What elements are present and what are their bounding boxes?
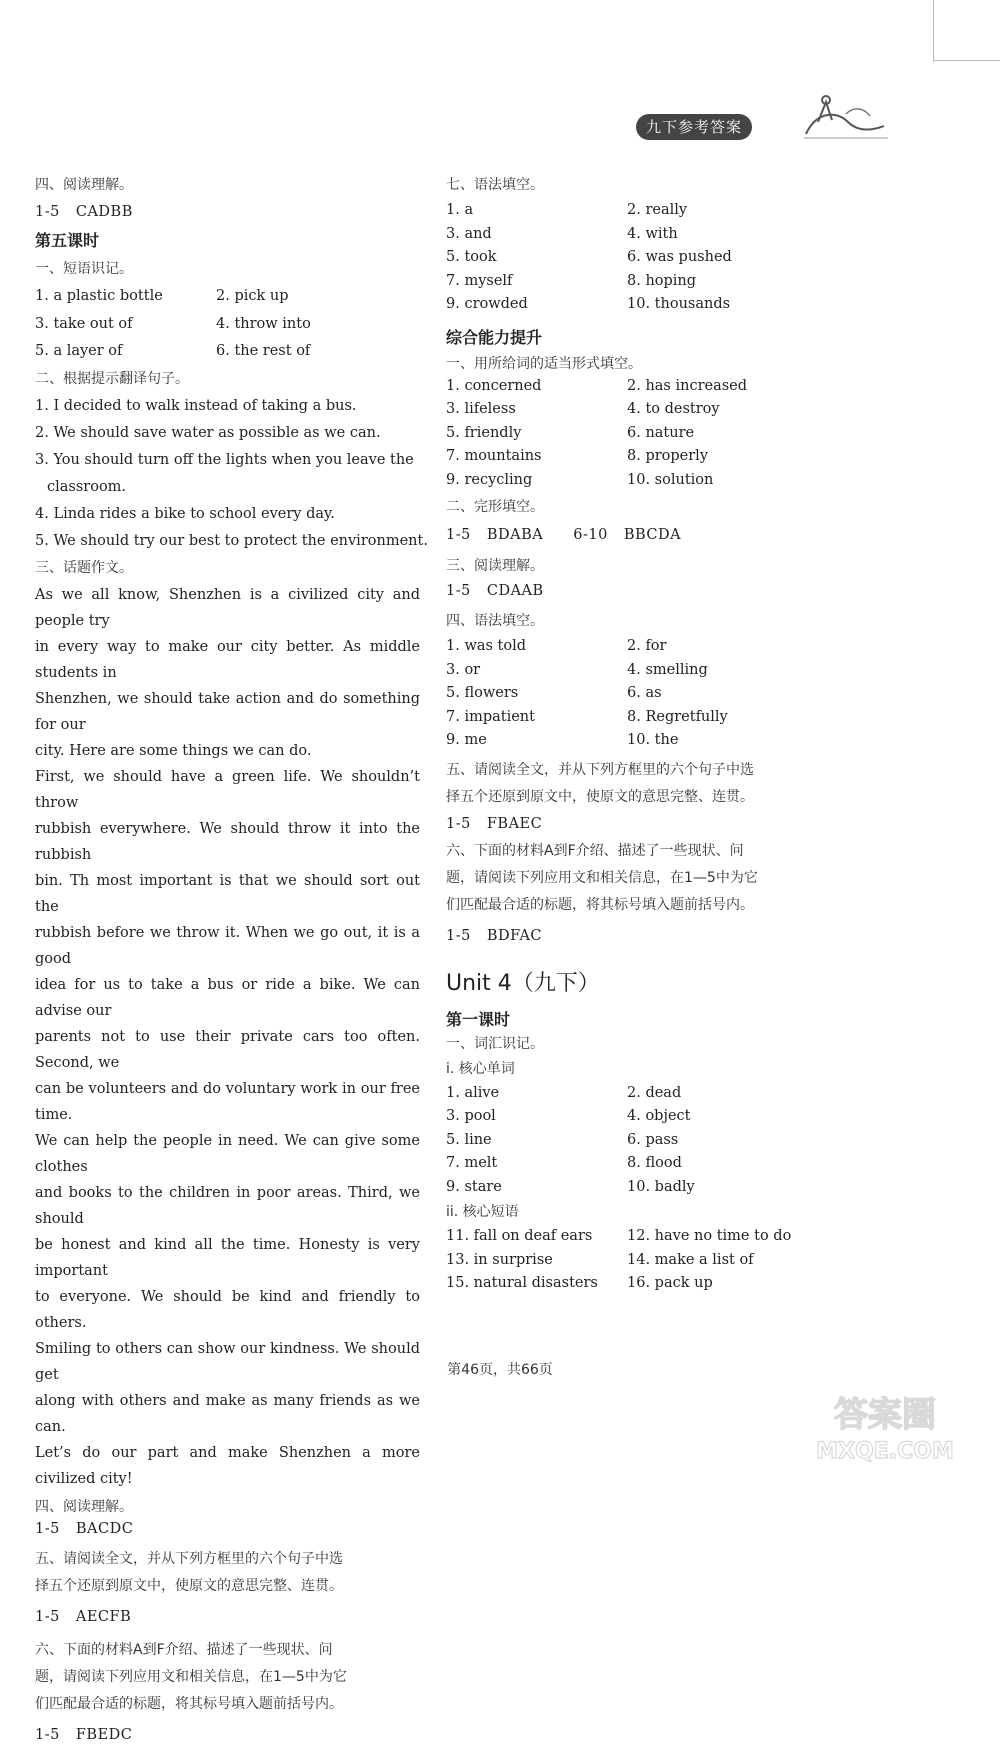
answer-line (35, 1518, 420, 1540)
answer-label: 1-5 (446, 927, 471, 944)
answer-value: AECFB (75, 1608, 132, 1625)
section-heading: 择五个还原到原文中，使原文的意思完整、连贯。 (446, 788, 754, 805)
list-item: 12. have no time to do (627, 1228, 792, 1244)
list-item: 2. has increased (627, 377, 748, 394)
essay-line: city. Here are some things we can do. (35, 742, 312, 759)
list-item: 1. a (446, 202, 474, 218)
essay-line: be honest and kind all the time. Honesty is very important (35, 1236, 420, 1279)
section-heading: 二、根据提示翻译句子。 (35, 370, 189, 387)
list-item: 4. throw into (216, 315, 311, 332)
section-heading: 六、下面的材料A到F介绍、描述了一些现状、问 (446, 842, 744, 859)
lesson-title: 第一课时 (446, 1009, 511, 1029)
answer-label: 1-5 (446, 527, 471, 543)
essay-line: We can help the people in need. We can give some clothes (35, 1132, 420, 1175)
mascot-logo-icon (796, 92, 896, 144)
list-item: 7. mountains (446, 448, 542, 464)
watermark-bottom-text: MXQE.COM (816, 1439, 954, 1464)
list-item: 14. make a list of (627, 1251, 754, 1268)
list-item: 3. You should turn off the lights when you leave the (35, 451, 414, 468)
section-heading: 一、用所给词的适当形式填空。 (446, 355, 642, 372)
essay-line: along with others and make as many friends as we can. (35, 1392, 420, 1435)
list-item: 9. recycling (446, 471, 533, 488)
essay-line: bin. Th most important is that we should sort out the (35, 872, 420, 915)
answer-label: 1-5 (35, 204, 60, 220)
list-item: 6. the rest of (216, 343, 311, 359)
answer-label: 1-5 (35, 1726, 60, 1743)
answer-value: BACDC (75, 1520, 134, 1537)
list-item: 4. object (627, 1108, 691, 1124)
list-item: 9. me (446, 732, 487, 748)
answer-label: 6-10 (573, 527, 608, 543)
list-item: 6. was pushed (627, 249, 732, 265)
section-heading: 四、阅读理解。 (35, 177, 133, 193)
list-item: 2. pick up (216, 288, 289, 304)
answer-line (446, 811, 831, 838)
list-item: 2. really (627, 202, 688, 218)
left-column (35, 172, 428, 1749)
list-item: 10. solution (627, 471, 714, 488)
list-item: 1. I decided to walk instead of taking a bus. (35, 397, 357, 414)
essay-line: Shenzhen, we should take action and do something for our (35, 690, 420, 733)
list-item: 4. Linda rides a bike to school every day. (35, 505, 335, 522)
answer-line (446, 580, 831, 602)
list-item: 6. nature (627, 424, 695, 441)
list-item: 10. thousands (627, 296, 731, 312)
essay-line: rubbish everywhere. We should throw it into the rubbish (35, 820, 420, 863)
list-item: 5. took (446, 249, 497, 265)
list-item: 8. hoping (627, 272, 697, 289)
section-heading: 们匹配最合适的标题，将其标号填入题前括号内。 (446, 896, 754, 913)
list-item: 2. dead (627, 1084, 682, 1101)
section-heading: 择五个还原到原文中，使原文的意思完整、连贯。 (35, 1577, 343, 1594)
list-item: 9. crowded (446, 296, 528, 312)
answer-grid (446, 635, 831, 753)
section-heading: 们匹配最合适的标题，将其标号填入题前括号内。 (35, 1695, 343, 1712)
answer-line (35, 199, 420, 226)
list-item: 1. was told (446, 638, 527, 654)
list-item: 3. take out of (35, 315, 133, 332)
list-item: 1. a plastic bottle (35, 288, 163, 304)
header-badge: 九下参考答案 (636, 114, 752, 140)
section-heading: 题，请阅读下列应用文和相关信息，在1—5中为它 (35, 1668, 347, 1685)
list-item: 7. impatient (446, 708, 535, 725)
answer-grid (446, 1225, 831, 1296)
list-item: 13. in surprise (446, 1251, 553, 1268)
list-item: 3. and (446, 225, 492, 242)
list-item: 10. the (627, 732, 679, 748)
section-heading: 一、短语识记。 (35, 261, 133, 277)
list-item: 5. friendly (446, 424, 522, 441)
essay-line: First, we should have a green life. We shouldn’t throw (35, 768, 420, 811)
section-heading: 二、完形填空。 (446, 499, 544, 515)
right-column (446, 172, 831, 1296)
answer-line (35, 1722, 420, 1749)
list-item: 8. properly (627, 448, 709, 464)
answer-label: 1-5 (35, 1520, 60, 1537)
list-item: 4. with (627, 225, 678, 242)
answer-value: FBAEC (486, 815, 543, 832)
answer-value: FBEDC (75, 1726, 133, 1743)
essay-line: can be volunteers and do voluntary work in our free time. (35, 1080, 420, 1123)
essay-line: parents not to use their private cars too often. Second, we (35, 1028, 420, 1071)
answer-label: 1-5 (446, 815, 471, 832)
answer-value: BBCDA (623, 527, 682, 543)
crop-mark-vertical (933, 0, 934, 62)
answer-value: CDAAB (486, 583, 544, 599)
list-item: 10. badly (627, 1178, 695, 1195)
section-heading: 四、语法填空。 (446, 613, 544, 629)
subsection-heading: ii. 核心短语 (446, 1204, 519, 1220)
list-item: 4. smelling (627, 661, 708, 678)
list-item: 11. fall on deaf ears (446, 1228, 593, 1244)
list-item: 9. stare (446, 1178, 502, 1195)
list-item: 2. We should save water as possible as we can. (35, 424, 381, 441)
section-heading: 四、阅读理解。 (35, 1498, 133, 1515)
lesson-title: 第五课时 (35, 231, 100, 250)
list-item: 8. flood (627, 1155, 682, 1171)
essay-line: rubbish before we throw it. When we go out, it is a good (35, 924, 420, 967)
answer-line (446, 522, 831, 549)
answer-value: BDABA (486, 527, 544, 543)
list-item: 1. alive (446, 1084, 500, 1101)
list-item: 3. or (446, 661, 481, 678)
list-item: 4. to destroy (627, 401, 720, 417)
essay-line: Let’s do our part and make Shenzhen a more civilized city! (35, 1444, 420, 1487)
essay-line: idea for us to take a bus or ride a bike. We can advise our (35, 976, 420, 1019)
essay-line: Smiling to others can show our kindness. We should get (35, 1340, 420, 1383)
list-item: 3. pool (446, 1108, 496, 1124)
crop-mark-horizontal (933, 60, 1000, 61)
section-heading: 题，请阅读下列应用文和相关信息，在1—5中为它 (446, 869, 758, 886)
section-heading: 一、词汇识记。 (446, 1035, 544, 1052)
list-item: classroom. (47, 478, 127, 495)
section-heading: 三、阅读理解。 (446, 558, 544, 574)
list-item: 16. pack up (627, 1275, 713, 1291)
phrase-list (35, 283, 420, 366)
answer-grid (446, 375, 831, 493)
watermark-logo-icon (800, 1386, 970, 1466)
list-item: 7. myself (446, 272, 513, 289)
answer-grid (446, 1082, 831, 1200)
essay-line: in every way to make our city better. As middle students in (35, 638, 420, 681)
list-item: 8. Regretfully (627, 708, 728, 725)
answer-value: BDFAC (486, 927, 543, 944)
section-heading: 七、语法填空。 (446, 177, 544, 193)
essay-line: and books to the children in poor areas. Third, we should (35, 1184, 420, 1227)
answer-label: 1-5 (35, 1608, 60, 1625)
list-item: 6. as (627, 685, 662, 701)
section-title: 综合能力提升 (446, 327, 543, 347)
page-footer: 第46页，共66页 (447, 1362, 553, 1378)
list-item: 15. natural disasters (446, 1275, 598, 1291)
essay (35, 582, 420, 1492)
section-heading: 六、下面的材料A到F介绍、描述了一些现状、问 (35, 1641, 333, 1658)
subsection-heading: i. 核心单词 (446, 1060, 515, 1077)
list-item: 6. pass (627, 1131, 679, 1148)
answer-label: 1-5 (446, 583, 471, 599)
answer-line (446, 923, 831, 950)
answer-grid (446, 199, 831, 317)
answer-line (35, 1604, 420, 1631)
list-item: 7. melt (446, 1155, 498, 1171)
list-item: 5. a layer of (35, 343, 123, 359)
answer-value: CADBB (75, 204, 133, 220)
unit-title: Unit 4（九下） (446, 970, 600, 996)
essay-line: As we all know, Shenzhen is a civilized city and people try (35, 586, 420, 629)
list-item: 1. concerned (446, 377, 542, 394)
section-heading: 五、请阅读全文，并从下列方框里的六个句子中选 (446, 761, 754, 778)
list-item: 2. for (627, 638, 667, 654)
essay-line: to everyone. We should be kind and friendly to others. (35, 1288, 420, 1331)
section-heading: 三、话题作文。 (35, 559, 133, 576)
list-item: 5. line (446, 1131, 492, 1148)
watermark-top-text: 答案圈 (834, 1395, 936, 1435)
list-item: 3. lifeless (446, 401, 516, 417)
list-item: 5. flowers (446, 685, 519, 701)
section-heading: 五、请阅读全文，并从下列方框里的六个句子中选 (35, 1550, 343, 1567)
list-item: 5. We should try our best to protect the environment. (35, 532, 428, 549)
